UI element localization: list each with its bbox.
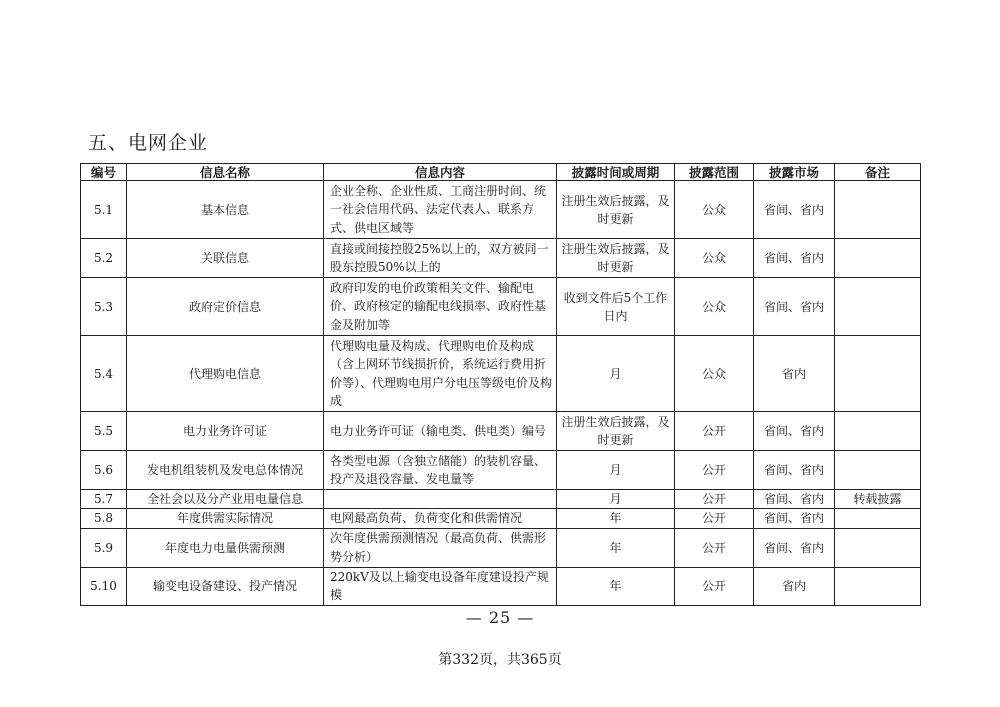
row-market: 省内 — [754, 567, 835, 605]
row-name: 政府定价信息 — [127, 278, 324, 336]
header-timing: 披露时间或周期 — [557, 164, 675, 181]
row-timing: 注册生效后披露，及时更新 — [557, 412, 675, 451]
row-scope: 公开 — [675, 528, 754, 567]
page-count-footer: 第332页，共365页 — [438, 652, 562, 668]
header-name: 信息名称 — [127, 164, 324, 181]
row-note — [835, 567, 921, 605]
table-row — [81, 528, 921, 567]
header-scope: 披露范围 — [675, 164, 754, 181]
row-scope: 公开 — [675, 567, 754, 605]
row-content: 电力业务许可证（输电类、供电类）编号 — [324, 412, 557, 451]
row-id: 5.10 — [81, 567, 127, 605]
row-note — [835, 451, 921, 490]
row-content: 代理购电量及构成、代理购电价及构成（含上网环节线损折价，系统运行费用折价等）、代理购电用户分电压等级电价及构成 — [324, 336, 557, 412]
row-market: 省间、省内 — [754, 528, 835, 567]
row-note — [835, 528, 921, 567]
row-timing: 注册生效后披露，及时更新 — [557, 181, 675, 239]
header-note: 备注 — [835, 164, 921, 181]
row-name: 年度供需实际情况 — [127, 509, 324, 529]
section-title: 五、电网企业 — [88, 132, 209, 154]
row-name: 电力业务许可证 — [127, 412, 324, 451]
row-timing: 年 — [557, 509, 675, 529]
row-note — [835, 412, 921, 451]
row-timing: 注册生效后披露，及时更新 — [557, 239, 675, 278]
table-row — [81, 567, 921, 605]
row-content: 企业全称、企业性质、工商注册时间、统一社会信用代码、法定代表人、联系方式、供电区域等 — [324, 181, 557, 239]
table-row — [81, 451, 921, 490]
table-row — [81, 412, 921, 451]
row-name: 基本信息 — [127, 181, 324, 239]
row-timing: 年 — [557, 528, 675, 567]
row-market: 省内 — [754, 336, 835, 412]
row-id: 5.2 — [81, 239, 127, 278]
row-market: 省间、省内 — [754, 278, 835, 336]
page-number: — 25 — — [465, 608, 535, 627]
table-row — [81, 509, 921, 529]
header-id: 编号 — [81, 164, 127, 181]
row-scope: 公众 — [675, 239, 754, 278]
row-content: 220kV及以上输变电设备年度建设投产规模 — [324, 567, 557, 605]
row-scope: 公开 — [675, 490, 754, 509]
row-name: 年度电力电量供需预测 — [127, 528, 324, 567]
row-id: 5.5 — [81, 412, 127, 451]
row-market: 省间、省内 — [754, 239, 835, 278]
table-row — [81, 181, 921, 239]
row-name: 全社会以及分产业用电量信息 — [127, 490, 324, 509]
row-market: 省间、省内 — [754, 451, 835, 490]
row-content: 电网最高负荷、负荷变化和供需情况 — [324, 509, 557, 529]
row-content — [324, 490, 557, 509]
row-timing: 收到文件后5个工作日内 — [557, 278, 675, 336]
row-timing: 月 — [557, 336, 675, 412]
row-scope: 公开 — [675, 412, 754, 451]
row-name: 关联信息 — [127, 239, 324, 278]
disclosure-table — [80, 163, 921, 606]
header-market: 披露市场 — [754, 164, 835, 181]
row-note — [835, 509, 921, 529]
row-note: 转载披露 — [835, 490, 921, 509]
row-content: 次年度供需预测情况（最高负荷、供需形势分析） — [324, 528, 557, 567]
row-timing: 月 — [557, 490, 675, 509]
row-scope: 公众 — [675, 181, 754, 239]
row-id: 5.4 — [81, 336, 127, 412]
row-name: 代理购电信息 — [127, 336, 324, 412]
row-market: 省间、省内 — [754, 509, 835, 529]
row-market: 省间、省内 — [754, 490, 835, 509]
table-row — [81, 490, 921, 509]
row-name: 发电机组装机及发电总体情况 — [127, 451, 324, 490]
row-scope: 公众 — [675, 336, 754, 412]
table-row — [81, 278, 921, 336]
row-id: 5.1 — [81, 181, 127, 239]
row-note — [835, 239, 921, 278]
row-note — [835, 278, 921, 336]
row-scope: 公众 — [675, 278, 754, 336]
row-market: 省间、省内 — [754, 412, 835, 451]
table-header-row — [81, 164, 921, 181]
row-id: 5.8 — [81, 509, 127, 529]
row-content: 政府印发的电价政策相关文件、输配电价、政府核定的输配电线损率、政府性基金及附加等 — [324, 278, 557, 336]
row-id: 5.6 — [81, 451, 127, 490]
row-content: 直接或间接控股25%以上的，双方被同一股东控股50%以上的 — [324, 239, 557, 278]
table-row — [81, 336, 921, 412]
row-id: 5.9 — [81, 528, 127, 567]
row-note — [835, 181, 921, 239]
row-name: 输变电设备建设、投产情况 — [127, 567, 324, 605]
row-note — [835, 336, 921, 412]
row-timing: 月 — [557, 451, 675, 490]
row-id: 5.3 — [81, 278, 127, 336]
table-row — [81, 239, 921, 278]
header-content: 信息内容 — [324, 164, 557, 181]
row-scope: 公开 — [675, 451, 754, 490]
row-scope: 公开 — [675, 509, 754, 529]
row-content: 各类型电源（含独立储能）的装机容量、投产及退役容量、发电量等 — [324, 451, 557, 490]
row-timing: 年 — [557, 567, 675, 605]
row-id: 5.7 — [81, 490, 127, 509]
row-market: 省间、省内 — [754, 181, 835, 239]
